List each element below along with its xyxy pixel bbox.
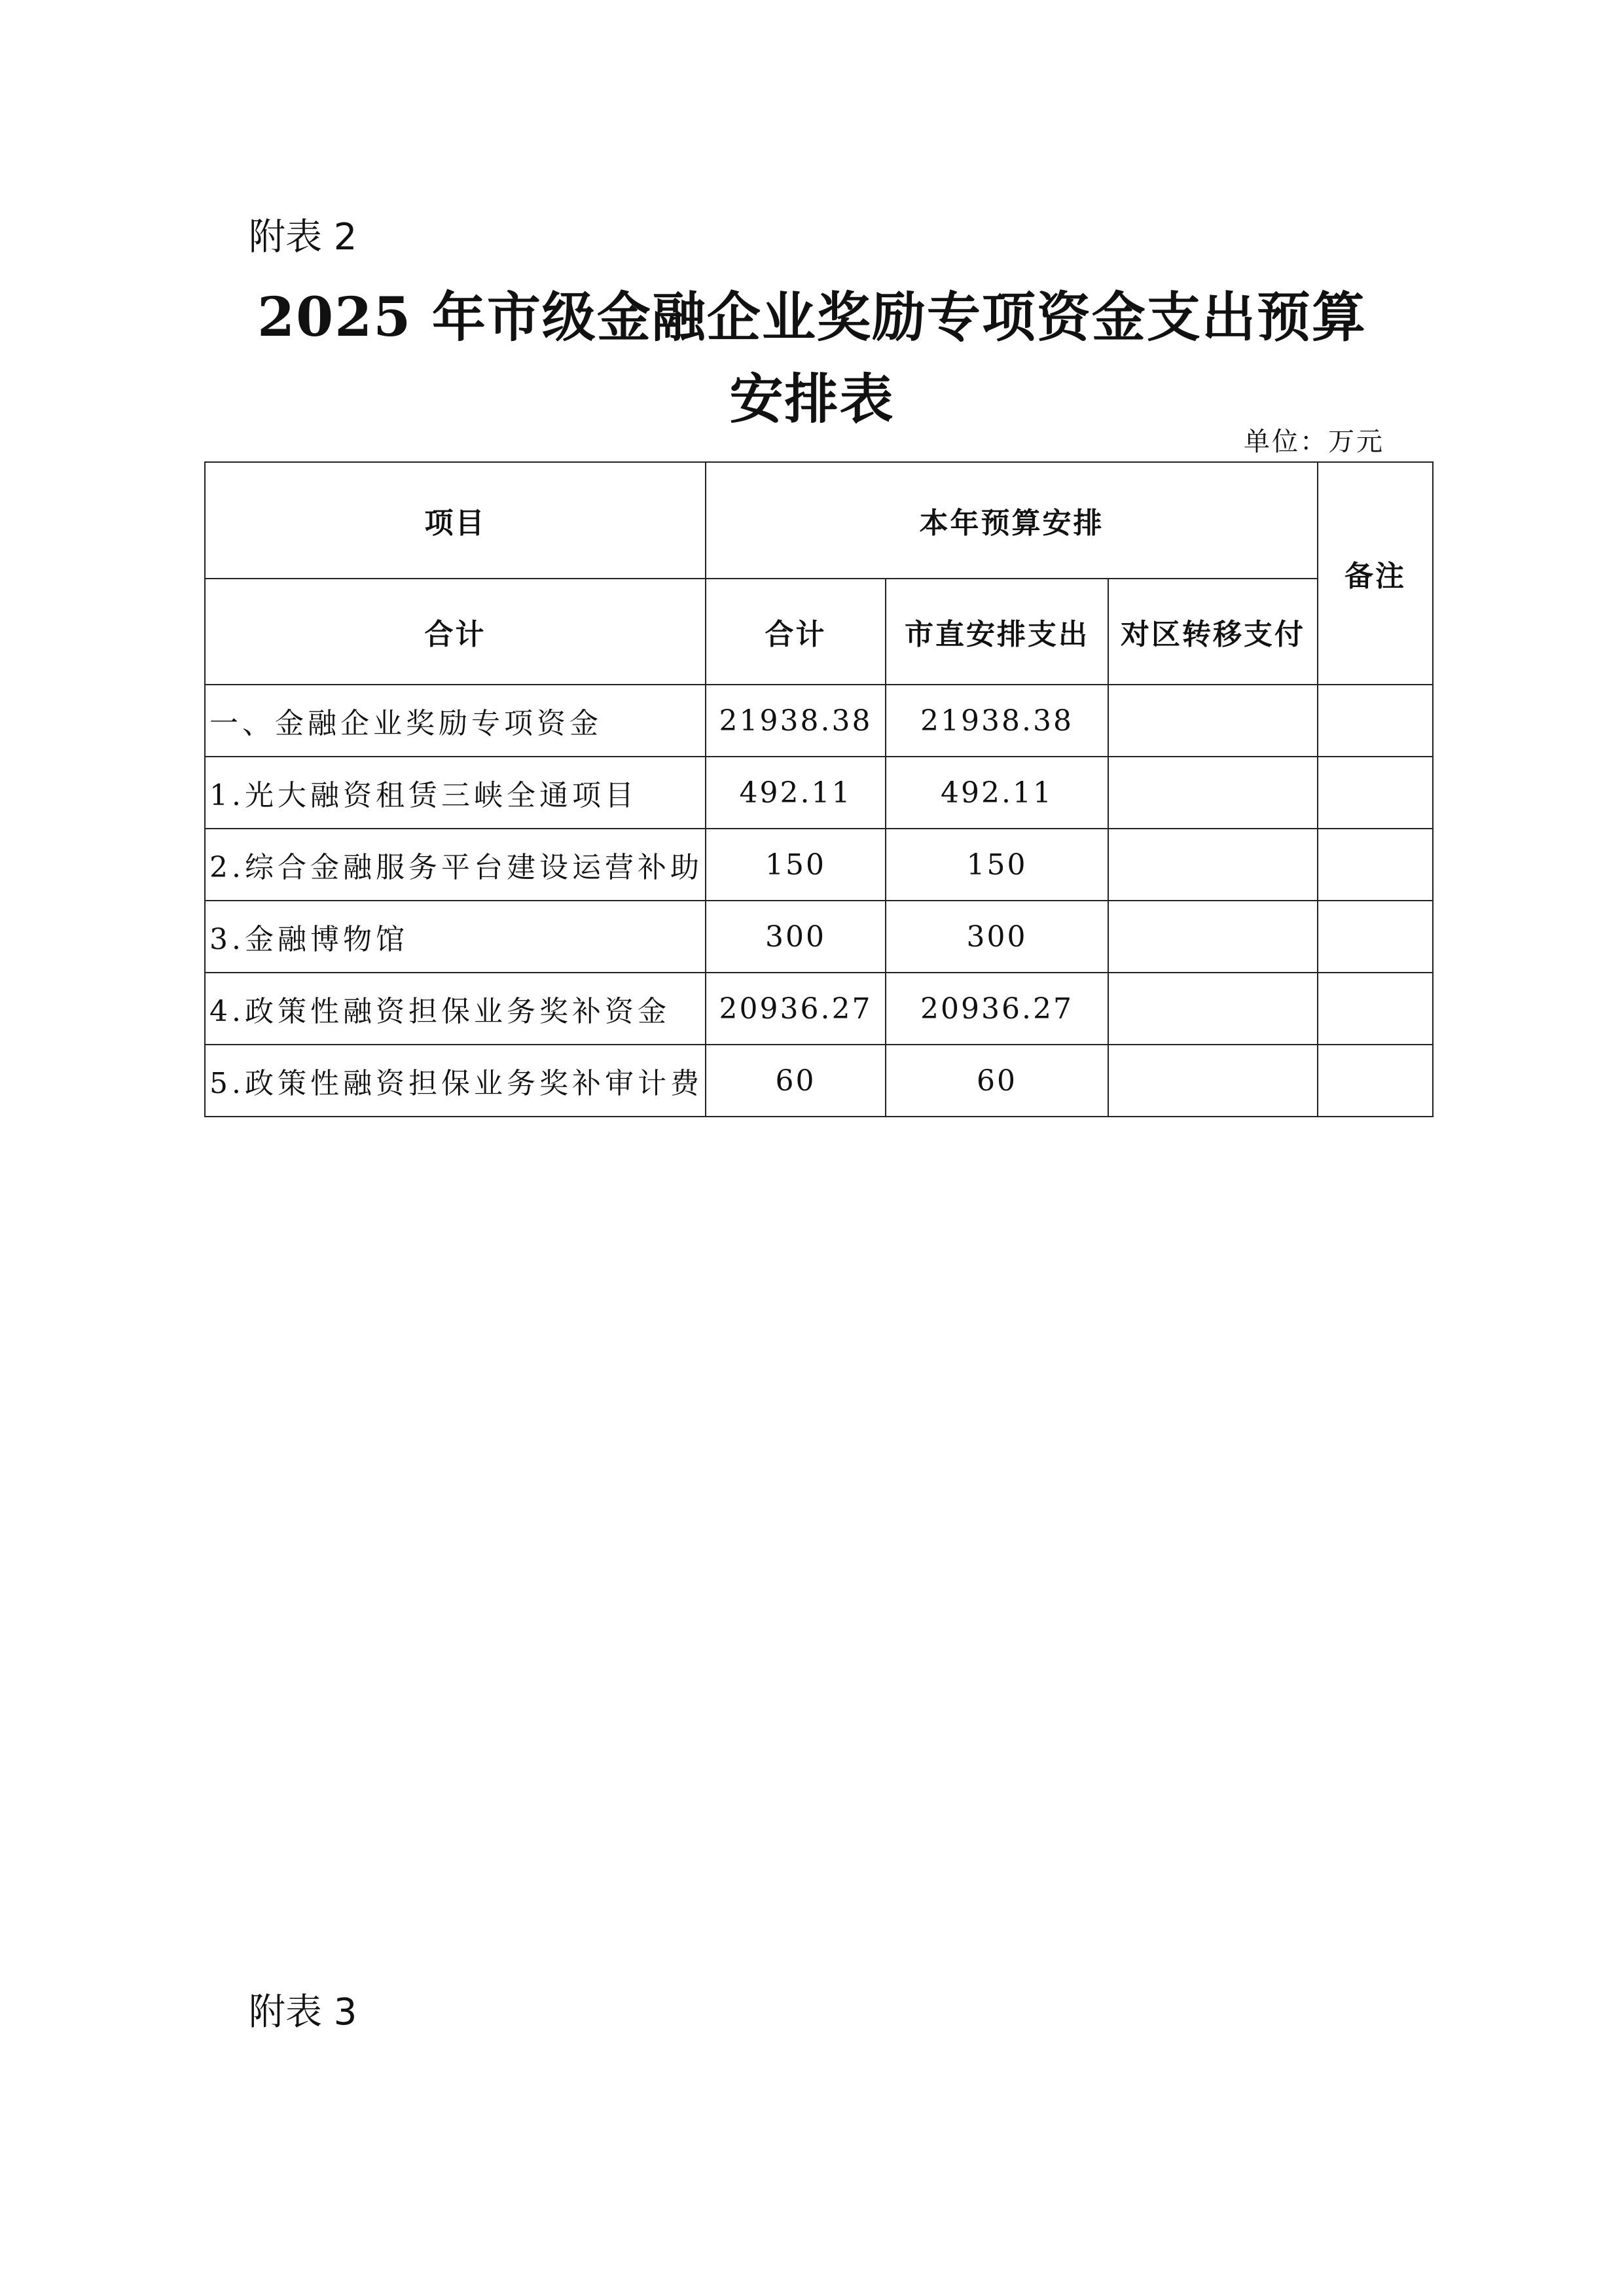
cell-district-transfer xyxy=(1108,1045,1318,1117)
table-row xyxy=(205,1045,1433,1117)
page-title-line2: 安排表 xyxy=(729,368,895,431)
cell-item: 3.金融博物馆 xyxy=(205,901,706,973)
header-project-total: 合计 xyxy=(205,579,706,685)
header-district-transfer: 对区转移支付 xyxy=(1108,579,1318,685)
table-row xyxy=(205,973,1433,1045)
cell-remarks xyxy=(1318,757,1433,829)
header-total: 合计 xyxy=(706,579,886,685)
table-row xyxy=(205,829,1433,901)
budget-table xyxy=(204,461,1434,1117)
cell-district-transfer xyxy=(1108,829,1318,901)
cell-total: 20936.27 xyxy=(706,973,886,1045)
cell-remarks xyxy=(1318,829,1433,901)
annex-label-3: 附表 3 xyxy=(249,1991,357,2034)
cell-city-direct: 150 xyxy=(886,829,1108,901)
cell-city-direct: 300 xyxy=(886,901,1108,973)
cell-total: 21938.38 xyxy=(706,685,886,757)
cell-item: 5.政策性融资担保业务奖补审计费 xyxy=(205,1045,706,1117)
cell-item: 1.光大融资租赁三峡全通项目 xyxy=(205,757,706,829)
cell-total: 492.11 xyxy=(706,757,886,829)
header-remarks: 备注 xyxy=(1318,462,1433,685)
unit-label: 单位：万元 xyxy=(1244,427,1384,457)
cell-remarks xyxy=(1318,901,1433,973)
header-budget-group: 本年预算安排 xyxy=(706,462,1318,579)
page-title: 2025 年市级金融企业奖励专项资金支出预算 xyxy=(257,286,1367,349)
cell-district-transfer xyxy=(1108,685,1318,757)
cell-city-direct: 492.11 xyxy=(886,757,1108,829)
table-row xyxy=(205,901,1433,973)
cell-city-direct: 60 xyxy=(886,1045,1108,1117)
cell-total: 300 xyxy=(706,901,886,973)
cell-district-transfer xyxy=(1108,901,1318,973)
table-row xyxy=(205,757,1433,829)
header-row-1 xyxy=(205,462,1433,579)
cell-total: 150 xyxy=(706,829,886,901)
cell-district-transfer xyxy=(1108,973,1318,1045)
header-row-2 xyxy=(205,579,1433,685)
cell-remarks xyxy=(1318,685,1433,757)
annex-label-2: 附表 2 xyxy=(249,216,357,259)
header-project: 项目 xyxy=(205,462,706,579)
cell-remarks xyxy=(1318,1045,1433,1117)
cell-total: 60 xyxy=(706,1045,886,1117)
cell-district-transfer xyxy=(1108,757,1318,829)
cell-remarks xyxy=(1318,973,1433,1045)
cell-item: 一、金融企业奖励专项资金 xyxy=(205,685,706,757)
cell-item: 2.综合金融服务平台建设运营补助 xyxy=(205,829,706,901)
cell-city-direct: 20936.27 xyxy=(886,973,1108,1045)
header-city-direct: 市直安排支出 xyxy=(886,579,1108,685)
cell-item: 4.政策性融资担保业务奖补资金 xyxy=(205,973,706,1045)
cell-city-direct: 21938.38 xyxy=(886,685,1108,757)
table-row xyxy=(205,685,1433,757)
